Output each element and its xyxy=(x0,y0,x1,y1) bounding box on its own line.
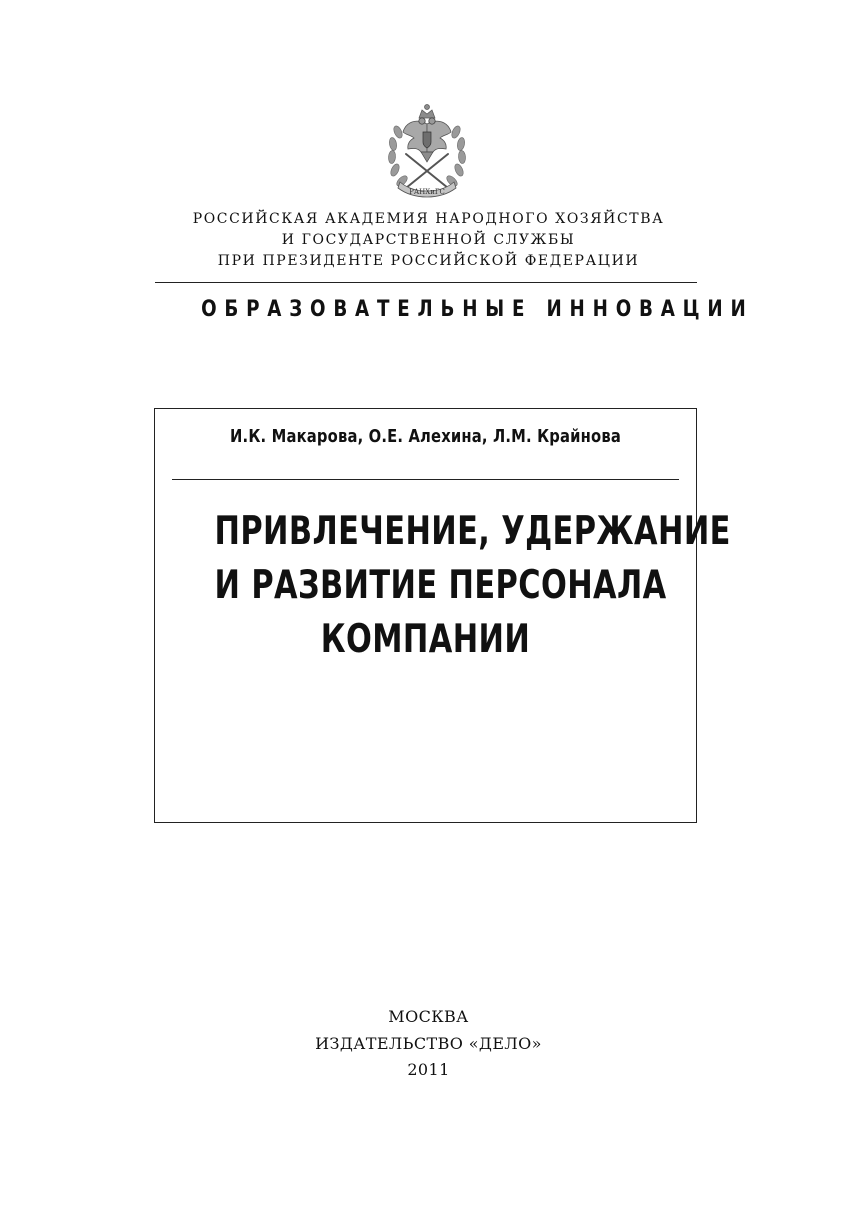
series-title: ОБРАЗОВАТЕЛЬНЫЕ ИННОВАЦИИ xyxy=(201,297,754,322)
emblem-ribbon-text: РАНХиГС xyxy=(409,188,445,196)
book-title-line-1: ПРИВЛЕЧЕНИЕ, УДЕРЖАНИЕ xyxy=(214,509,731,554)
academy-name-line-3: ПРИ ПРЕЗИДЕНТЕ РОССИЙСКОЙ ФЕДЕРАЦИИ xyxy=(217,253,640,269)
imprint-year: 2011 xyxy=(407,1060,450,1079)
imprint-publisher: ИЗДАТЕЛЬСТВО «ДЕЛО» xyxy=(315,1033,542,1053)
title-frame xyxy=(154,408,731,823)
academy-name xyxy=(0,209,857,272)
book-title xyxy=(155,505,731,667)
book-title-line-3: КОМПАНИИ xyxy=(320,617,531,662)
authors: И.К. Макарова, О.Е. Алехина, Л.М. Крайнова xyxy=(230,426,621,447)
header-divider xyxy=(155,282,697,283)
book-title-line-2: И РАЗВИТИЕ ПЕРСОНАЛА xyxy=(214,563,667,608)
imprint-city: МОСКВА xyxy=(388,1007,469,1026)
imprint xyxy=(0,1004,857,1084)
authors-divider xyxy=(172,479,679,480)
academy-name-line-1: РОССИЙСКАЯ АКАДЕМИЯ НАРОДНОГО ХОЗЯЙСТВА xyxy=(192,211,665,227)
academy-name-line-2: И ГОСУДАРСТВЕННОЙ СЛУЖБЫ xyxy=(281,232,576,248)
academy-emblem-icon xyxy=(386,102,468,202)
